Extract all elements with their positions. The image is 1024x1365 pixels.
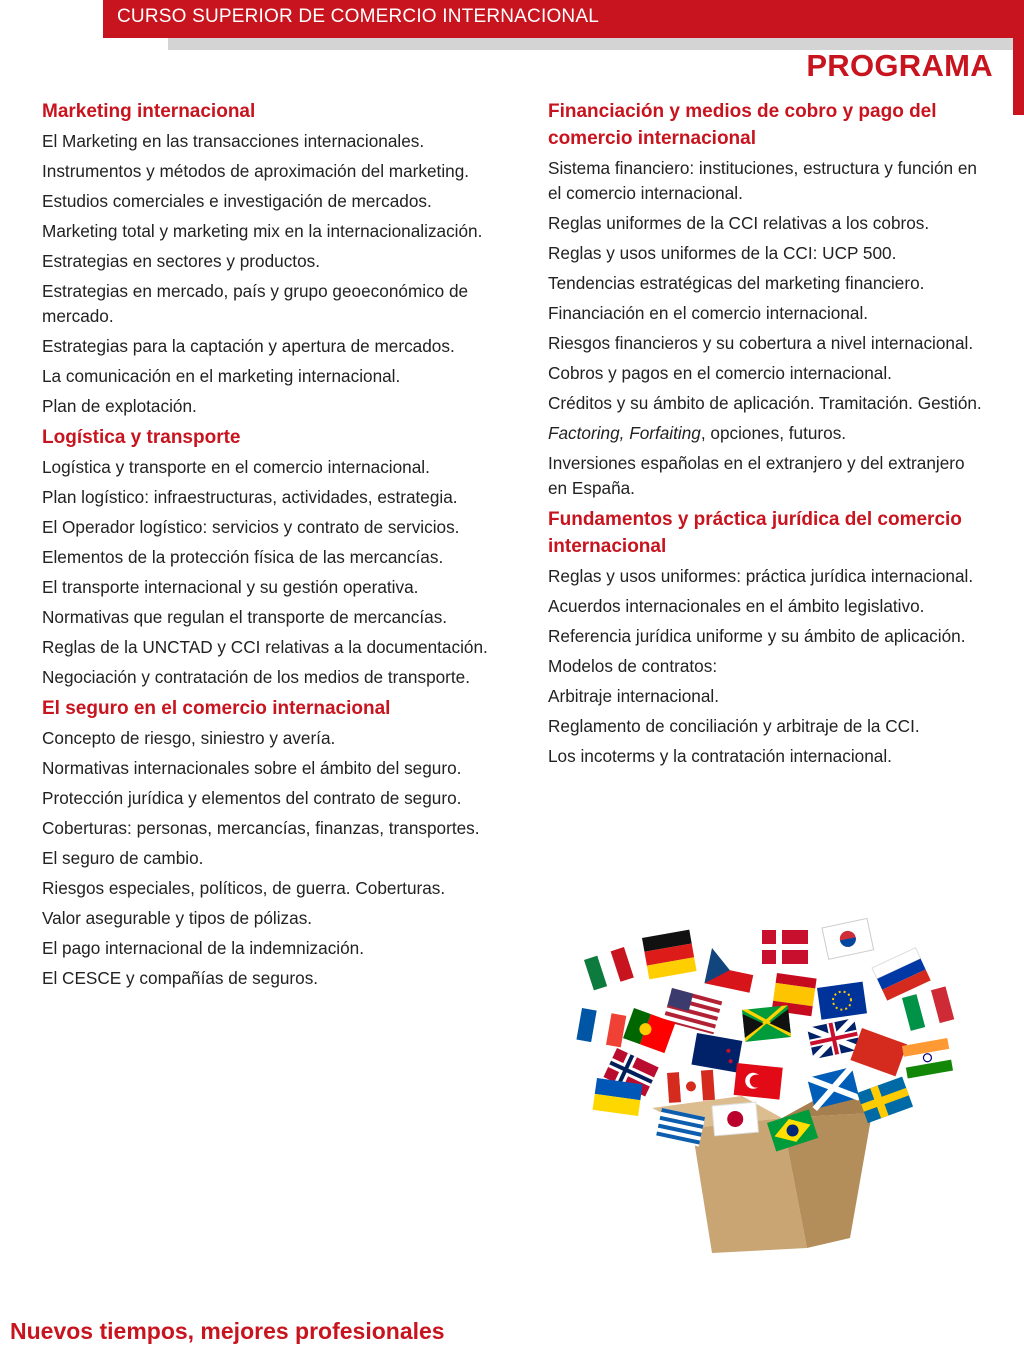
program-item: Reglas uniformes de la CCI relativas a los cobros. (548, 213, 930, 233)
program-item: Coberturas: personas, mercancías, finanzas, transportes. (42, 818, 480, 838)
program-item: Riesgos financieros y su cobertura a nivel internacional. (548, 333, 974, 353)
program-item: Créditos y su ámbito de aplicación. Tramitación. Gestión. (548, 393, 982, 413)
program-item: Reglas y usos uniformes de la CCI: UCP 500. (548, 243, 897, 263)
program-item: Arbitraje internacional. (548, 686, 720, 706)
flag-france (576, 1008, 626, 1047)
section-title: Financiación y medios de cobro y pago del comercio internacional (548, 101, 937, 149)
flag-canada (667, 1070, 715, 1103)
flag-czech (705, 948, 757, 993)
program-item: Plan de explotación. (42, 396, 197, 416)
flag-eu (817, 982, 867, 1020)
program-item: Riesgos especiales, políticos, de guerra. Coberturas. (42, 878, 446, 898)
program-item: Logística y transporte en el comercio internacional. (42, 457, 430, 477)
program-section (42, 424, 508, 690)
program-item: Reglas de la UNCTAD y CCI relativas a la documentación. (42, 637, 488, 657)
program-item: Valor asegurable y tipos de pólizas. (42, 908, 313, 928)
program-item: Estrategias para la captación y apertura de mercados. (42, 336, 455, 356)
flag-italy (902, 986, 954, 1030)
flag-ukraine (593, 1078, 643, 1116)
program-item: El transporte internacional y su gestión operativa. (42, 577, 419, 597)
right-column (548, 98, 988, 774)
program-item: El Operador logístico: servicios y contrato de servicios. (42, 517, 460, 537)
flag-jamaica (742, 1005, 791, 1042)
footer-slogan: Nuevos tiempos, mejores profesionales (10, 1318, 445, 1344)
flag-uk (807, 1018, 861, 1059)
program-item: Elementos de la protección física de las mercancías. (42, 547, 444, 567)
program-item: Estrategias en mercado, país y grupo geoeconómico de mercado. (42, 281, 469, 326)
program-item: Los incoterms y la contratación internacional. (548, 746, 892, 766)
program-section (548, 98, 988, 501)
flag-germany (642, 930, 697, 980)
flag-india (902, 1038, 953, 1078)
program-item: Financiación en el comercio internacional. (548, 303, 869, 323)
section-title: Fundamentos y práctica jurídica del comercio internacional (548, 509, 962, 557)
program-item: Plan logístico: infraestructuras, actividades, estrategia. (42, 487, 458, 507)
left-column (42, 98, 508, 996)
program-item: La comunicación en el marketing internacional. (42, 366, 401, 386)
program-section (42, 695, 508, 991)
program-item: Normativas internacionales sobre el ámbito del seguro. (42, 758, 462, 778)
program-item: El CESCE y compañías de seguros. (42, 968, 319, 988)
program-item: Tendencias estratégicas del marketing financiero. (548, 273, 925, 293)
program-item: Reglamento de conciliación y arbitraje de la CCI. (548, 716, 920, 736)
program-item: El seguro de cambio. (42, 848, 204, 868)
program-item: Acuerdos internacionales en el ámbito legislativo. (548, 596, 925, 616)
flag-turkey (734, 1063, 783, 1100)
page-label: PROGRAMA (806, 48, 993, 83)
program-section (42, 98, 508, 419)
program-item: El pago internacional de la indemnización. (42, 938, 364, 958)
flag-korea (822, 918, 874, 959)
program-item: Normativas que regulan el transporte de mercancías. (42, 607, 448, 627)
flags-box-illustration (572, 918, 984, 1258)
program-item: Estrategias en sectores y productos. (42, 251, 321, 271)
flag-japan (712, 1102, 758, 1136)
program-item: Reglas y usos uniformes: práctica jurídica internacional. (548, 566, 974, 586)
program-item: Cobros y pagos en el comercio internacional. (548, 363, 892, 383)
program-item: Referencia jurídica uniforme y su ámbito de aplicación. (548, 626, 966, 646)
program-section (548, 506, 988, 769)
program-item: Marketing total y marketing mix en la internacionalización. (42, 221, 483, 241)
program-item (548, 421, 988, 446)
program-item: Sistema financiero: instituciones, estructura y función en el comercio internacional. (548, 158, 977, 203)
header-edge-accent (1013, 38, 1024, 115)
flag-sweden (857, 1077, 913, 1123)
program-item-rest: , opciones, futuros. (700, 423, 847, 443)
program-item: Protección jurídica y elementos del contrato de seguro. (42, 788, 462, 808)
flag-mexico (584, 947, 634, 990)
course-title: CURSO SUPERIOR DE COMERCIO INTERNACIONAL (117, 6, 599, 27)
header-bar (103, 0, 1024, 38)
program-item: Negociación y contratación de los medios de transporte. (42, 667, 471, 687)
program-item: Instrumentos y métodos de aproximación del marketing. (42, 161, 470, 181)
section-title: Marketing internacional (42, 101, 256, 122)
section-title: Logística y transporte (42, 427, 241, 448)
program-item: El Marketing en las transacciones internacionales. (42, 131, 425, 151)
program-item: Inversiones españolas en el extranjero y del extranjero en España. (548, 453, 965, 498)
program-item-italic: Factoring, Forfaiting (548, 423, 701, 443)
flag-generic-red (850, 1028, 907, 1076)
program-item: Concepto de riesgo, siniestro y avería. (42, 728, 336, 748)
program-item: Estudios comerciales e investigación de mercados. (42, 191, 432, 211)
flag-denmark (762, 930, 808, 964)
program-item: Modelos de contratos: (548, 656, 718, 676)
section-title: El seguro en el comercio internacional (42, 698, 391, 719)
flag-new-zealand (691, 1033, 742, 1073)
